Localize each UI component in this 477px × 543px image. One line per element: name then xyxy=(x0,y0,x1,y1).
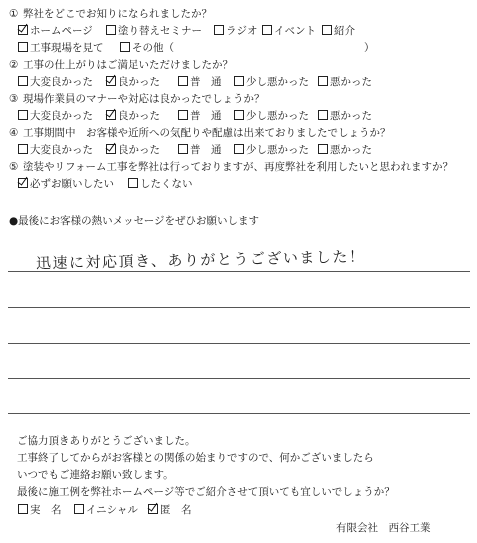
question-2: ② 工事の仕上がりはご満足いただけましたか？ xyxy=(9,59,233,71)
checkbox[interactable] xyxy=(148,504,158,514)
checkbox[interactable] xyxy=(74,504,84,514)
checkbox[interactable] xyxy=(18,110,28,120)
q5-option-yes[interactable]: 必ずお願いしたい xyxy=(18,177,114,191)
name-option-real[interactable]: 実 名 xyxy=(18,503,62,517)
checkbox[interactable] xyxy=(262,25,272,35)
closing-line-3: いつでもご連絡お願い致します。 xyxy=(17,469,174,481)
closing-line-1: ご協力頂きありがとうございました。 xyxy=(17,435,196,447)
question-5: ⑤ 塗装やリフォーム工事を弊社は行っておりますが、再度弊社を利用したいと思われますか？ xyxy=(9,161,453,173)
message-line xyxy=(8,343,470,344)
checkbox[interactable] xyxy=(234,76,244,86)
q2-option[interactable]: 普 通 xyxy=(178,75,222,89)
checkbox[interactable] xyxy=(322,25,332,35)
checkbox[interactable] xyxy=(214,25,224,35)
q1-option-other[interactable]: その他（ xyxy=(120,41,174,55)
closing-line-2: 工事終了してからがお客様との関係の始まりですので、何かございましたら xyxy=(17,452,374,464)
checkbox[interactable] xyxy=(106,144,116,154)
message-line xyxy=(8,413,470,414)
checkbox[interactable] xyxy=(18,25,28,35)
q3-option[interactable]: 大変良かった xyxy=(18,109,93,123)
name-option-anonymous[interactable]: 匿 名 xyxy=(148,503,192,517)
q1-other-paren-close: ） xyxy=(364,42,375,54)
checkbox[interactable] xyxy=(18,178,28,188)
checkbox[interactable] xyxy=(318,76,328,86)
q1-option-radio[interactable]: ラジオ xyxy=(214,24,258,38)
question-2-text: 工事の仕上がりはご満足いただけましたか？ xyxy=(23,59,233,71)
checkbox[interactable] xyxy=(120,42,130,52)
q3-option[interactable]: 悪かった xyxy=(318,109,372,123)
checkbox[interactable] xyxy=(18,144,28,154)
q1-option-referral[interactable]: 紹介 xyxy=(322,24,355,38)
closing-line-4: 最後に施工例を弊社ホームページ等でご紹介させて頂いても宜しいでしょうか？ xyxy=(17,486,395,498)
checkbox[interactable] xyxy=(178,110,188,120)
checkbox[interactable] xyxy=(318,144,328,154)
checkbox[interactable] xyxy=(234,144,244,154)
q4-option[interactable]: 良かった xyxy=(106,143,160,157)
message-line xyxy=(8,307,470,308)
question-1-text: 弊社をどこでお知りになられましたか？ xyxy=(23,8,212,20)
question-1: ① 弊社をどこでお知りになられましたか？ xyxy=(9,8,212,20)
q4-option[interactable]: 大変良かった xyxy=(18,143,93,157)
question-5-text: 塗装やリフォーム工事を弊社は行っておりますが、再度弊社を利用したいと思われますか？ xyxy=(23,161,453,173)
checkbox[interactable] xyxy=(178,76,188,86)
q3-option[interactable]: 普 通 xyxy=(178,109,222,123)
checkbox[interactable] xyxy=(106,110,116,120)
q1-option-seminar[interactable]: 塗り替えセミナー xyxy=(106,24,202,38)
q3-option[interactable]: 少し悪かった xyxy=(234,109,309,123)
checkbox[interactable] xyxy=(106,25,116,35)
question-4: ④ 工事期間中 お客様や近所への気配りや配慮は出来ておりましたでしょうか？ xyxy=(9,127,391,139)
question-3-text: 現場作業員のマナーや対応は良かったでしょうか？ xyxy=(23,93,265,105)
checkbox[interactable] xyxy=(106,76,116,86)
q1-option-event[interactable]: イベント xyxy=(262,24,316,38)
q5-option-no[interactable]: したくない xyxy=(128,177,193,191)
q2-option[interactable]: 大変良かった xyxy=(18,75,93,89)
handwritten-message: 迅速に対応頂き、ありがとうございました！ xyxy=(35,247,366,273)
checkbox[interactable] xyxy=(18,504,28,514)
checkbox[interactable] xyxy=(234,110,244,120)
checkbox[interactable] xyxy=(18,42,28,52)
q3-option[interactable]: 良かった xyxy=(106,109,160,123)
message-line xyxy=(8,378,470,379)
question-4-text: 工事期間中 お客様や近所への気配りや配慮は出来ておりましたでしょうか？ xyxy=(23,127,391,139)
q1-option-homepage[interactable]: ホームページ xyxy=(18,24,93,38)
q2-option[interactable]: 悪かった xyxy=(318,75,372,89)
q4-option[interactable]: 少し悪かった xyxy=(234,143,309,157)
checkbox[interactable] xyxy=(178,144,188,154)
name-option-initial[interactable]: イニシャル xyxy=(74,503,138,517)
question-3: ③ 現場作業員のマナーや対応は良かったでしょうか？ xyxy=(9,93,265,105)
q4-option[interactable]: 普 通 xyxy=(178,143,222,157)
checkbox[interactable] xyxy=(318,110,328,120)
q2-option[interactable]: 良かった xyxy=(106,75,160,89)
q4-option[interactable]: 悪かった xyxy=(318,143,372,157)
message-line xyxy=(8,271,470,272)
checkbox[interactable] xyxy=(18,76,28,86)
message-title: ●最後にお客様の熱いメッセージをぜひお願いします xyxy=(9,215,260,227)
company-name: 有限会社 西谷工業 xyxy=(336,522,431,534)
q1-option-site[interactable]: 工事現場を見て xyxy=(18,41,104,55)
checkbox[interactable] xyxy=(128,178,138,188)
q2-option[interactable]: 少し悪かった xyxy=(234,75,309,89)
